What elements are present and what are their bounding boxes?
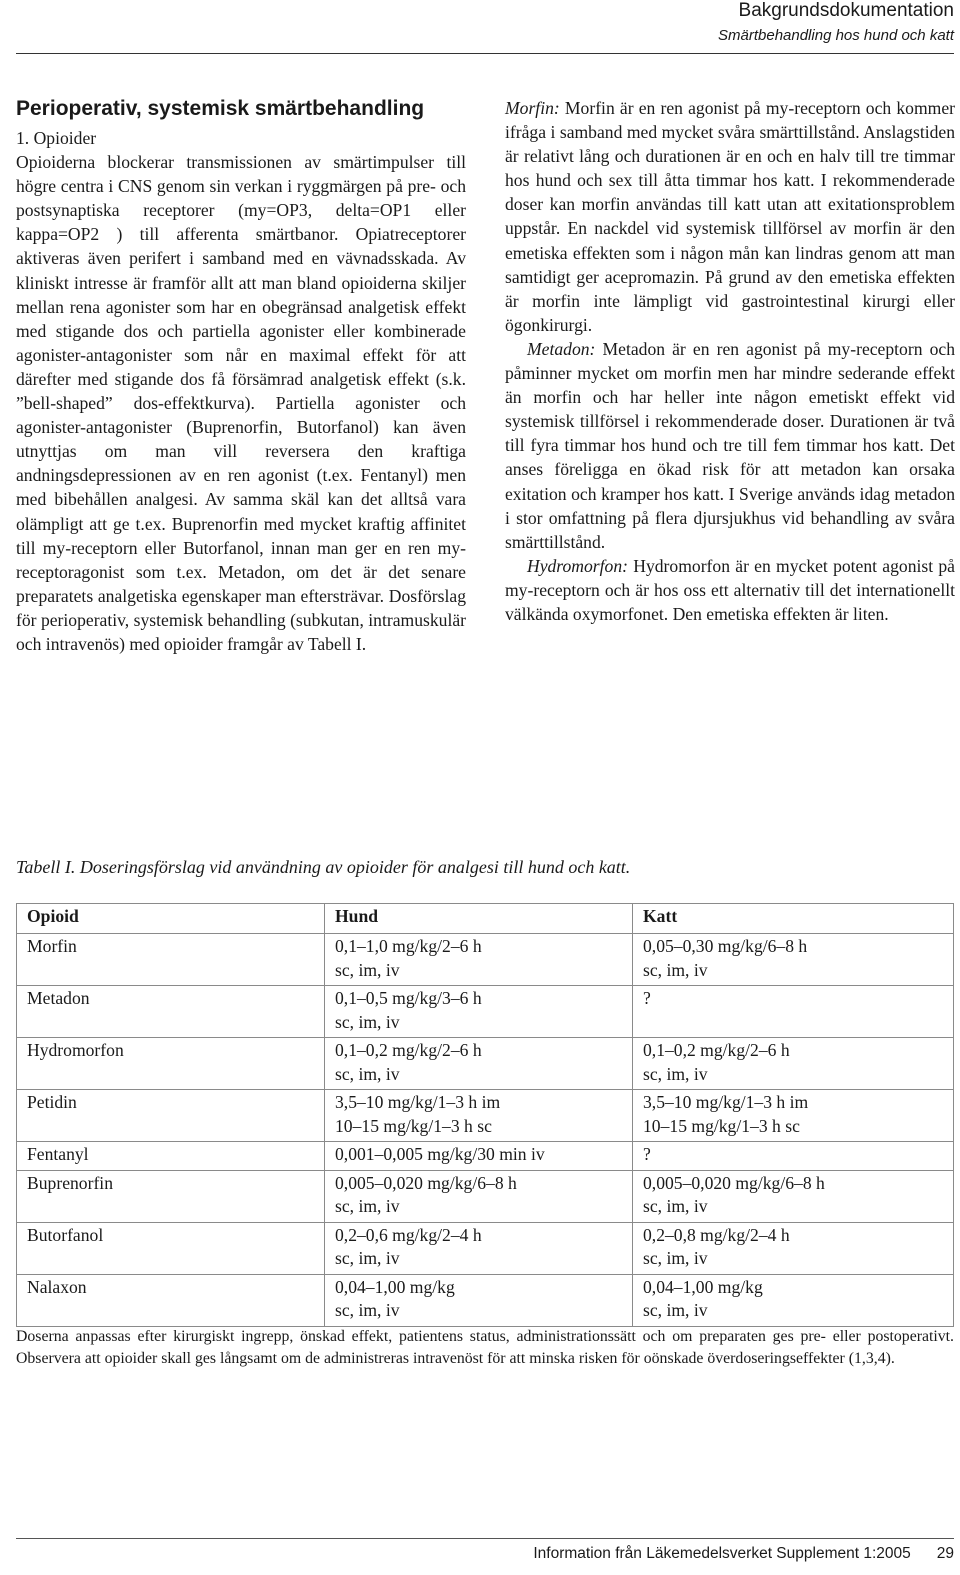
cell-hund-line: 0,1–0,5 mg/kg/3–6 h (335, 988, 482, 1008)
cell-katt-line: 3,5–10 mg/kg/1–3 h im (643, 1092, 809, 1112)
table-row (17, 1170, 954, 1222)
morfin-paragraph (505, 96, 955, 337)
cell-hund-line: sc, im, iv (335, 1300, 400, 1320)
header-title: Bakgrundsdokumentation (738, 0, 954, 21)
cell-hund-line: sc, im, iv (335, 1196, 400, 1216)
left-column (16, 96, 466, 656)
cell-katt (633, 986, 954, 1038)
cell-opioid (17, 1222, 325, 1274)
cell-katt (633, 1142, 954, 1171)
cell-katt (633, 1170, 954, 1222)
cell-katt (633, 1274, 954, 1326)
table-row (17, 986, 954, 1038)
morfin-lead: Morfin: (505, 98, 560, 118)
header-opioid: Opioid (17, 904, 325, 934)
hydromorfon-text: Hydromorfon är en mycket potent agonist på my-receptorn och är hos oss ett alternativ till det internationellt välkända oxymorfonet. Den emetiska effekten är liten. (505, 555, 955, 624)
cell-opioid (17, 1274, 325, 1326)
cell-hund-line: sc, im, iv (335, 1248, 400, 1268)
table-row (17, 1142, 954, 1171)
hydromorfon-lead: Hydromorfon: (527, 555, 628, 576)
cell-opioid-line: Metadon (27, 988, 90, 1008)
cell-opioid-line: Morfin (27, 936, 77, 956)
cell-hund-line: sc, im, iv (335, 1063, 400, 1084)
cell-hund (325, 1222, 633, 1274)
table-row (17, 934, 954, 986)
cell-opioid-line: Nalaxon (27, 1276, 87, 1297)
cell-hund-line: 0,005–0,020 mg/kg/6–8 h (335, 1172, 517, 1193)
page-footer (533, 1545, 954, 1563)
metadon-paragraph (505, 337, 955, 554)
morfin-text: Morfin är en ren agonist på my-receptorn och kommer ifråga i samband med mycket svåra smärttillstånd. Anslagstiden är relativt lång och durationen är en och en halv till tre timmar hos hund och sex till åtta timmar hos katt. I rekommenderade doser kan morfin användas till katt utan att exitationsproblem uppstår. En nackdel vid systemisk tillförsel av morfin är den emetiska effekten som i någon mån kan lindras genom att man samtidigt ger acepromazin. På grund av den emetiska effekten är morfin inte lämpligt vid gastrointestinal kirurgi eller ögonkirurgi. (505, 98, 955, 335)
cell-hund (325, 1090, 633, 1142)
cell-hund (325, 1142, 633, 1171)
cell-katt (633, 1222, 954, 1274)
cell-hund (325, 934, 633, 986)
cell-opioid (17, 1090, 325, 1142)
header-divider (16, 53, 954, 54)
cell-katt-line: 0,04–1,00 mg/kg (643, 1276, 763, 1297)
cell-opioid-line: Fentanyl (27, 1144, 89, 1164)
table-header-row (17, 904, 954, 934)
footer-publication: Information från Läkemedelsverket Supplement 1:2005 (533, 1545, 911, 1562)
cell-hund-line: 0,001–0,005 mg/kg/30 min iv (335, 1144, 545, 1164)
table-note: Doserna anpassas efter kirurgiskt ingrepp, önskad effekt, patientens status, administrationssätt och om preparaten ges pre- eller postoperativt. Observera att opioider skall ges långsamt om de administreras intravenöst för att minska risken för oönskade överdoseringseffekter (1,3,4). (16, 1328, 954, 1367)
hydromorfon-paragraph (505, 554, 955, 626)
cell-opioid-line: Petidin (27, 1092, 77, 1112)
subheading: 1. Opioider (16, 128, 97, 148)
dosage-table (16, 903, 954, 1327)
page-number: 29 (936, 1545, 954, 1562)
cell-opioid (17, 1142, 325, 1171)
table-row (17, 1090, 954, 1142)
footer-divider (16, 1538, 954, 1539)
table-row (17, 1222, 954, 1274)
metadon-lead: Metadon: (527, 338, 596, 359)
cell-katt-line: 0,1–0,2 mg/kg/2–6 h (643, 1040, 790, 1060)
header-katt: Katt (633, 904, 954, 934)
cell-opioid (17, 1038, 325, 1090)
cell-opioid (17, 986, 325, 1038)
cell-katt-line: sc, im, iv (643, 1063, 708, 1084)
cell-katt-line: sc, im, iv (643, 1248, 708, 1268)
cell-katt-line: 10–15 mg/kg/1–3 h sc (643, 1115, 800, 1136)
metadon-text: Metadon är en ren agonist på my-receptorn och påminner mycket om morfin men har mindre sederande effekt än morfin och har heller inte någon emetiskt effekt vid systemisk tillförsel i rekommenderade doser. Durationen är två till fyra timmar hos hund och tre till fem timmar hos katt. Det anses föreligga en ökad risk för att metadon kan orsaka exitation och kramper hos katt. I Sverige används idag metadon i stor omfattning på flera djursjukhus vid behandling av svåra smärttillstånd. (505, 338, 955, 552)
cell-hund-line: sc, im, iv (335, 959, 400, 980)
cell-katt (633, 1038, 954, 1090)
cell-hund-line: 0,2–0,6 mg/kg/2–4 h (335, 1224, 482, 1245)
cell-katt-line: 0,005–0,020 mg/kg/6–8 h (643, 1172, 825, 1193)
cell-opioid-line: Butorfanol (27, 1224, 104, 1245)
cell-katt-line: sc, im, iv (643, 1300, 708, 1320)
cell-hund (325, 1274, 633, 1326)
right-column (505, 96, 955, 626)
cell-hund-line: sc, im, iv (335, 1011, 400, 1032)
cell-hund (325, 1170, 633, 1222)
cell-katt-line: 0,2–0,8 mg/kg/2–4 h (643, 1224, 790, 1245)
cell-hund-line: 3,5–10 mg/kg/1–3 h im (335, 1092, 501, 1112)
cell-katt-line: ? (643, 988, 651, 1008)
cell-hund-line: 10–15 mg/kg/1–3 h sc (335, 1115, 492, 1136)
cell-opioid-line: Hydromorfon (27, 1040, 124, 1060)
cell-katt-line: ? (643, 1144, 651, 1164)
cell-hund-line: 0,1–1,0 mg/kg/2–6 h (335, 936, 482, 956)
cell-hund-line: 0,04–1,00 mg/kg (335, 1276, 455, 1297)
header-hund: Hund (325, 904, 633, 934)
cell-katt-line: 0,05–0,30 mg/kg/6–8 h (643, 936, 808, 956)
opioid-intro-paragraph: Opioiderna blockerar transmissionen av smärtimpulser till högre centra i CNS genom sin verkan i ryggmärgen på pre- och postsynaptiska receptorer (my=OP3, delta=OP1 eller kappa=OP2 ) till afferenta smärtbanor. Opiatreceptorer aktiveras även perifert i samband med en vävnadsskada. Av kliniskt intresse är framför allt att man bland opioiderna skiljer mellan rena agonister som har en obegränsad analgetisk effekt med stigande dos och partiella agonister eller kombinerade agonister-antagonister som når en maximal effekt för att därefter med stigande dos få försämrad analgetisk effekt (s.k. ”bell-shaped” dos-effektkurva). Partiella agonister och agonister-antagonister (Buprenorfin, Butorfanol) kan även utnyttjas om man vill reversera den kraftiga andningsdepressionen av en ren agonist (t.ex. Fentanyl) men med bibehållen analgesi. Av samma skäl kan det alltså vara olämpligt att ge t.ex. Buprenorfin med mycket kraftig affinitet till my-receptorn eller Butorfanol, innan man ger en ren my-receptoragonist som t.ex. Metadon, om det är det senare preparatets analgetiska egenskaper man eftersträvar. Dosförslag för perioperativ, systemisk behandling (subkutan, intramuskulär och intravenös) med opioider framgår av Tabell I. (16, 152, 466, 654)
cell-hund (325, 1038, 633, 1090)
cell-hund (325, 986, 633, 1038)
section-heading: Perioperativ, systemisk smärtbehandling (16, 97, 425, 120)
cell-hund-line: 0,1–0,2 mg/kg/2–6 h (335, 1040, 482, 1060)
page-header (718, 0, 954, 46)
table-row (17, 1274, 954, 1326)
cell-katt-line: sc, im, iv (643, 1196, 708, 1216)
cell-opioid-line: Buprenorfin (27, 1172, 113, 1193)
cell-katt-line: sc, im, iv (643, 959, 708, 980)
cell-opioid (17, 1170, 325, 1222)
cell-katt (633, 934, 954, 986)
header-subtitle: Smärtbehandling hos hund och katt (718, 27, 954, 44)
cell-opioid (17, 934, 325, 986)
cell-katt (633, 1090, 954, 1142)
table-row (17, 1038, 954, 1090)
table-caption: Tabell I. Doseringsförslag vid användning av opioider för analgesi till hund och katt. (16, 857, 631, 877)
